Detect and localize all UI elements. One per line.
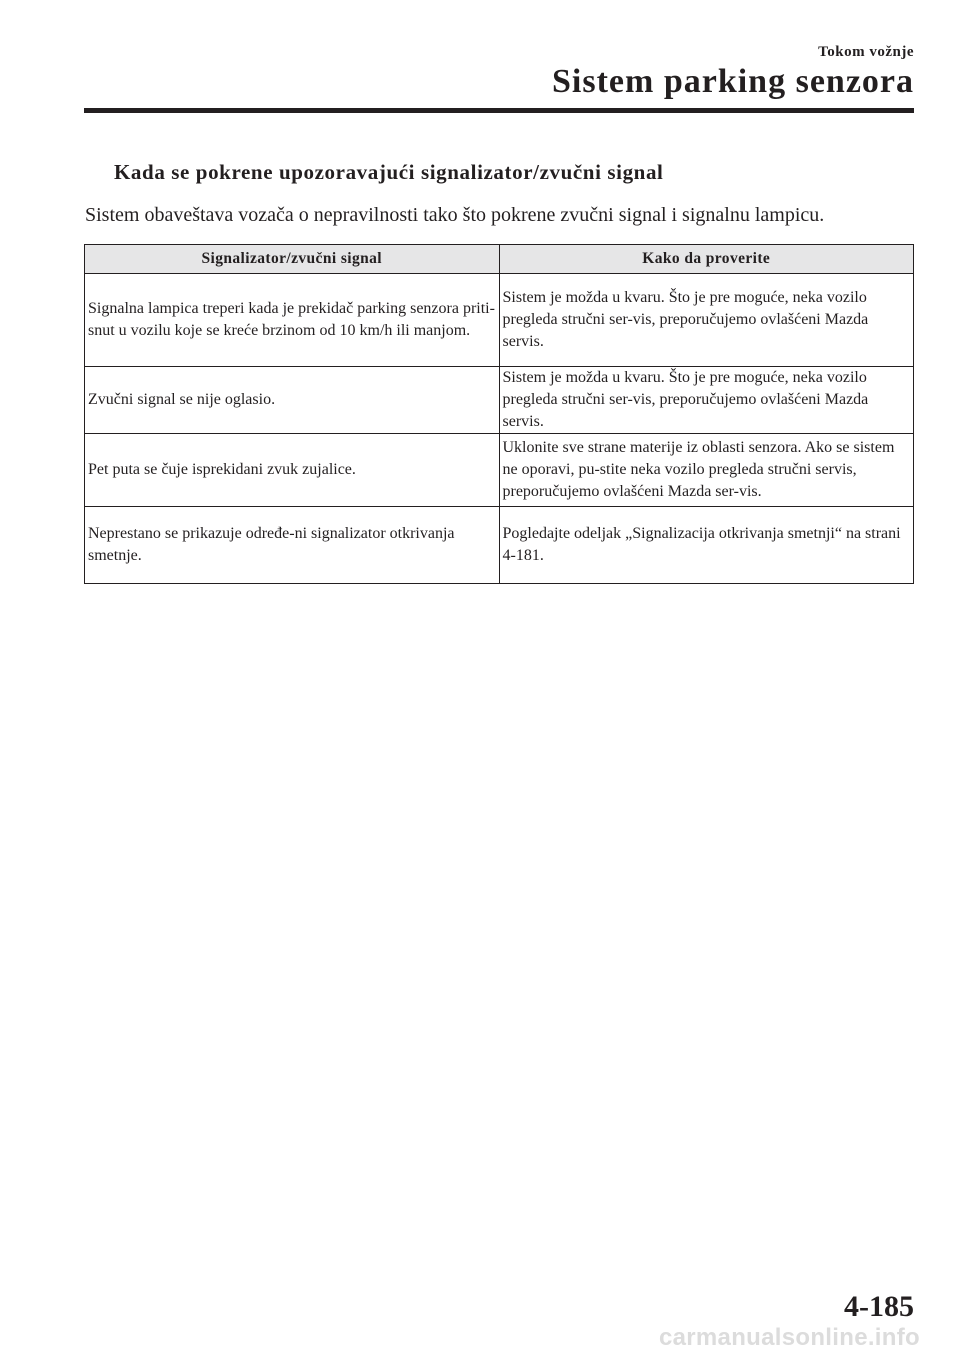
- check-cell: Sistem je možda u kvaru. Što je pre moguće, neka vozilo pregleda stručni ser-vis, preporučujemo ovlašćeni Mazda servis.: [499, 367, 914, 434]
- table-row: [85, 367, 914, 434]
- signal-cell: Pet puta se čuje isprekidani zvuk zujalice.: [85, 434, 500, 507]
- signal-check-table: [84, 244, 914, 584]
- column-header-signal: Signalizator/zvučni signal: [85, 245, 500, 274]
- column-header-check: Kako da proverite: [499, 245, 914, 274]
- chapter-label: Tokom vožnje: [818, 44, 914, 60]
- table-row: [85, 434, 914, 507]
- table-row: [85, 507, 914, 584]
- table-header-row: [85, 245, 914, 274]
- check-cell: Uklonite sve strane materije iz oblasti senzora. Ako se sistem ne oporavi, pu-stite neka vozilo pregleda stručni servis, preporučujemo ovlašćeni Mazda ser-vis.: [499, 434, 914, 507]
- signal-cell: Zvučni signal se nije oglasio.: [85, 367, 500, 434]
- signal-cell: Signalna lampica treperi kada je prekidač parking senzora priti-snut u vozilu koje se kreće brzinom od 10 km/h ili manjom.: [85, 274, 500, 367]
- signal-cell: Neprestano se prikazuje određe-ni signalizator otkrivanja smetnje.: [85, 507, 500, 584]
- check-cell: Pogledajte odeljak „Signalizacija otkrivanja smetnji“ na strani 4-181.: [499, 507, 914, 584]
- section-heading: Kada se pokrene upozoravajući signalizator/zvučni signal: [114, 160, 664, 184]
- watermark-text: carmanualsonline.info: [658, 1324, 920, 1351]
- header-divider: [84, 108, 914, 113]
- check-cell: Sistem je možda u kvaru. Što je pre moguće, neka vozilo pregleda stručni ser-vis, preporučujemo ovlašćeni Mazda servis.: [499, 274, 914, 367]
- table-row: [85, 274, 914, 367]
- page-title: Sistem parking senzora: [552, 63, 914, 100]
- intro-paragraph: Sistem obaveštava vozača o nepravilnosti tako što pokrene zvučni signal i signalnu lampicu.: [85, 204, 825, 226]
- page-number: 4-185: [844, 1290, 914, 1323]
